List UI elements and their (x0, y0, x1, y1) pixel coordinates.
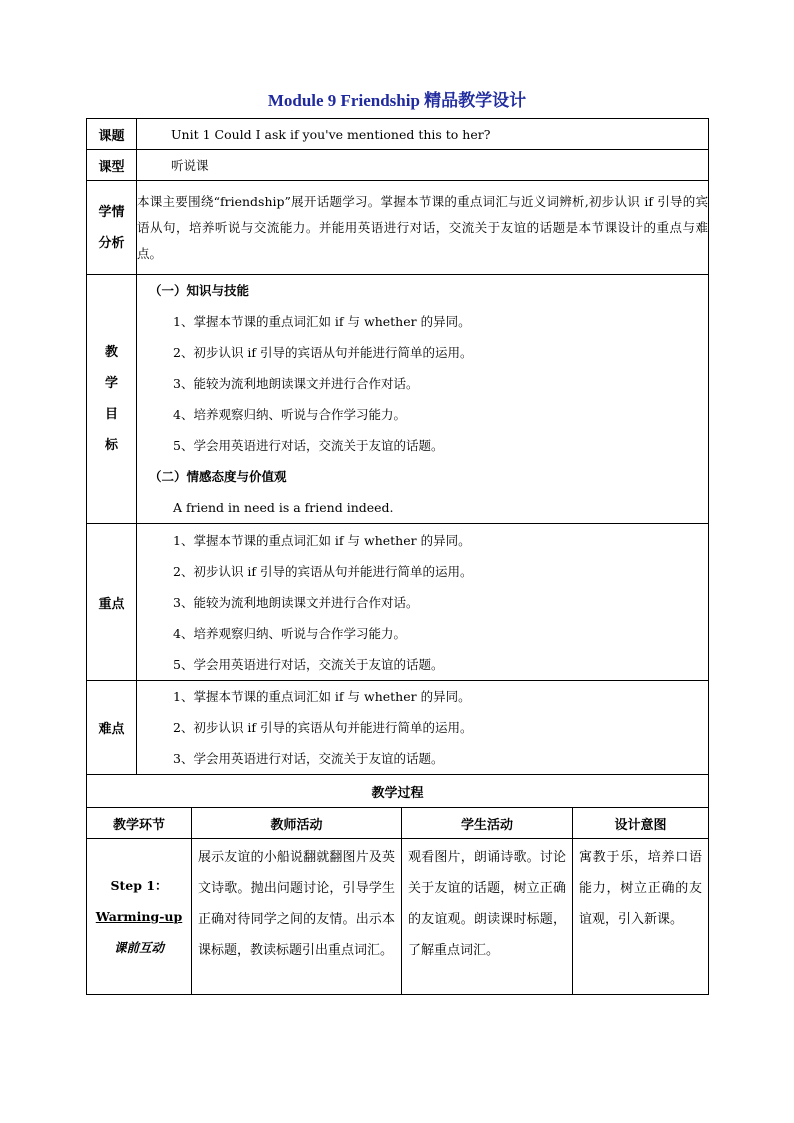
analysis-label-line: 学情 (98, 204, 125, 220)
key-points-label: 重点 (87, 524, 137, 681)
process-header-stage: 教学环节 (87, 808, 192, 839)
key-point-item: 1、掌握本节课的重点词汇如 if 与 whether 的异同。 (173, 532, 471, 548)
student-activity: 观看图片，朗诵诗歌。讨论关于友谊的话题，树立正确的友谊观。朗读课时标题，了解重点词汇。 (402, 839, 573, 995)
difficulties-row (87, 681, 709, 775)
objective-item: 1、掌握本节课的重点词汇如 if 与 whether 的异同。 (173, 314, 471, 329)
key-point-item: 2、初步认识 if 引导的宾语从句并能进行简单的运用。 (173, 563, 473, 579)
objectives-label (87, 275, 137, 524)
process-title: 教学过程 (87, 775, 709, 808)
topic-row (87, 119, 709, 150)
process-step-row (87, 839, 709, 995)
process-header-teacher: 教师活动 (192, 808, 402, 839)
difficulties-label: 难点 (87, 681, 137, 775)
step-name: Warming-up (95, 909, 183, 924)
design-intent: 寓教于乐，培养口语能力，树立正确的友谊观，引入新课。 (573, 839, 709, 995)
process-header-row (87, 808, 709, 839)
objectives-label-char: 目 (104, 407, 118, 422)
difficulties-content (137, 681, 709, 775)
key-point-item: 3、能较为流利地朗读课文并进行合作对话。 (173, 594, 419, 610)
lesson-plan-table (86, 118, 709, 995)
analysis-row (87, 181, 709, 275)
key-point-item: 5、学会用英语进行对话，交流关于友谊的话题。 (173, 656, 444, 672)
process-title-row (87, 775, 709, 808)
analysis-text: 本课主要围绕“friendship”展开话题学习。掌握本节课的重点词汇与近义词辨析,初步认识 if 引导的宾语从句，培养听说与交流能力。并能用英语进行对话，交流关于友谊的话题是本节课设计的重点与难点。 (137, 181, 709, 275)
type-value: 听说课 (137, 150, 709, 181)
analysis-label (87, 181, 137, 275)
objectives-label-char: 教 (104, 345, 118, 360)
objectives-content (137, 275, 709, 524)
difficulty-item: 3、学会用英语进行对话，交流关于友谊的话题。 (173, 751, 444, 766)
teacher-activity: 展示友谊的小船说翻就翻图片及英文诗歌。抛出问题讨论，引导学生正确对待同学之间的友情。出示本课标题，教读标题引出重点词汇。 (192, 839, 402, 995)
objectives-section-1: （一）知识与技能 (149, 283, 250, 298)
page-title: Module 9 Friendship 精品教学设计 (267, 91, 527, 110)
step-stage-cell (87, 839, 192, 995)
objectives-label-char: 学 (104, 376, 118, 391)
type-label: 课型 (87, 150, 137, 181)
objectives-section-2: （二）情感态度与价值观 (149, 469, 287, 484)
objectives-label-char: 标 (104, 438, 118, 453)
process-header-student: 学生活动 (402, 808, 573, 839)
process-header-intent: 设计意图 (573, 808, 709, 839)
key-points-content (137, 524, 709, 681)
objectives-motto: A friend in need is a friend indeed. (173, 500, 394, 515)
type-row (87, 150, 709, 181)
objectives-row (87, 275, 709, 524)
difficulty-item: 2、初步认识 if 引导的宾语从句并能进行简单的运用。 (173, 720, 473, 735)
analysis-label-line: 分析 (98, 235, 125, 251)
topic-label: 课题 (87, 119, 137, 150)
step-label: Step 1： (110, 878, 168, 893)
objective-item: 2、初步认识 if 引导的宾语从句并能进行简单的运用。 (173, 345, 473, 360)
objective-item: 3、能较为流利地朗读课文并进行合作对话。 (173, 376, 419, 391)
step-cn-name: 课前互动 (113, 940, 164, 955)
difficulty-item: 1、掌握本节课的重点词汇如 if 与 whether 的异同。 (173, 689, 471, 704)
key-points-row (87, 524, 709, 681)
objective-item: 5、学会用英语进行对话，交流关于友谊的话题。 (173, 438, 444, 453)
key-point-item: 4、培养观察归纳、听说与合作学习能力。 (173, 625, 406, 641)
objective-item: 4、培养观察归纳、听说与合作学习能力。 (173, 407, 406, 422)
topic-value: Unit 1 Could I ask if you've mentioned this to her? (137, 119, 709, 150)
